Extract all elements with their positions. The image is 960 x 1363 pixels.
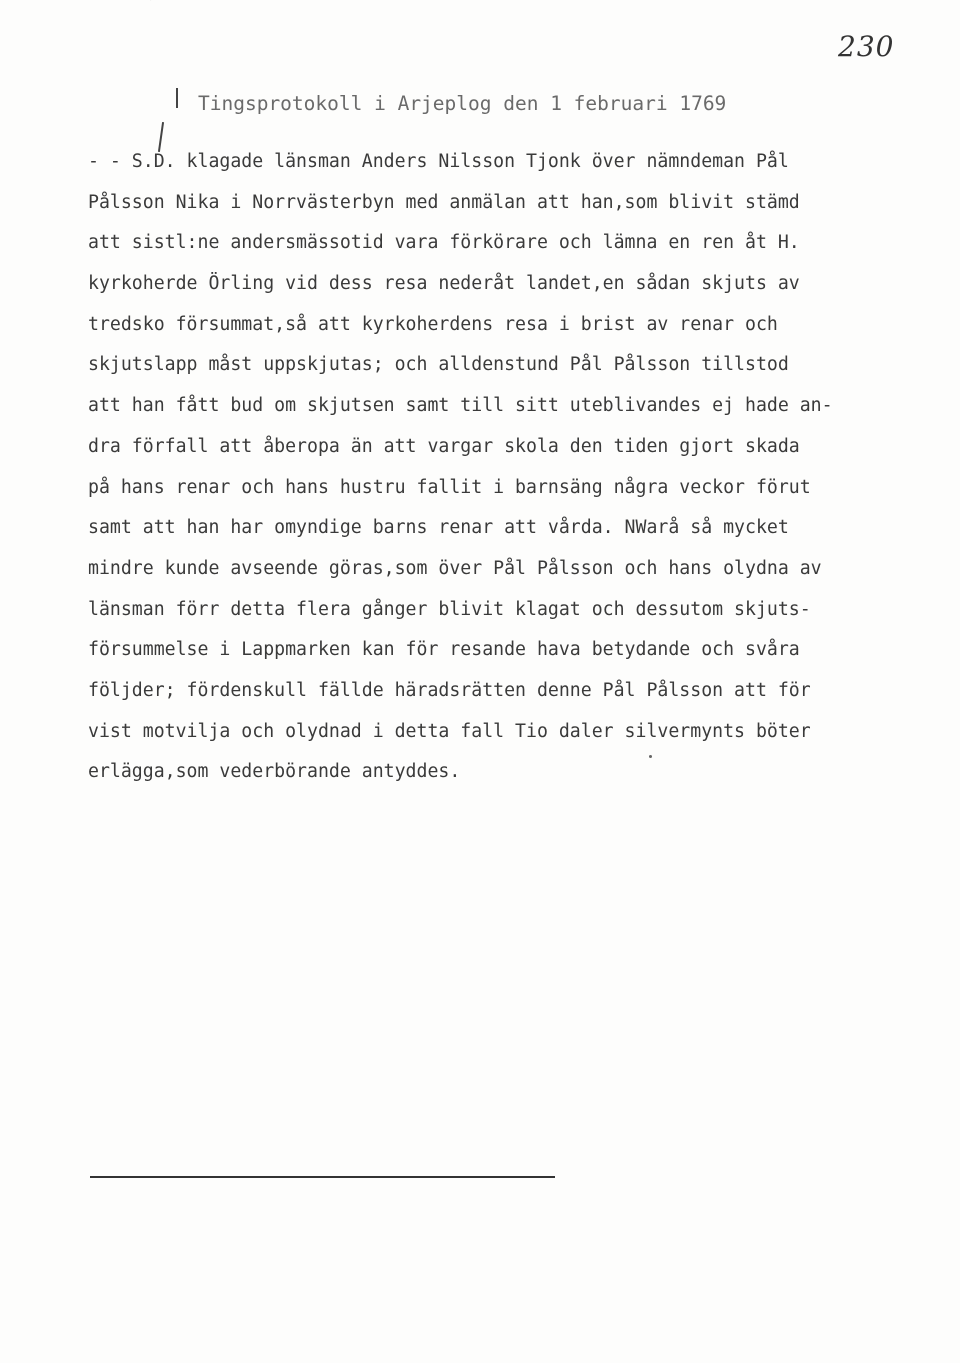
text-line: att sistl:ne andersmässotid vara förkörare och lämna en ren åt H.: [88, 232, 800, 254]
scan-artifact-line: [150, 0, 202, 1]
body-text: [88, 142, 888, 793]
text-line: följder; fördenskull fällde häradsrätten denne Pål Pålsson att för: [88, 679, 811, 701]
text-line: försummelse i Lappmarken kan för resande hava betydande och svåra: [88, 639, 800, 661]
ink-speck: [649, 755, 652, 758]
text-line: Pålsson Nika i Norrvästerbyn med anmälan att han,som blivit stämd: [88, 191, 800, 213]
text-line: erlägga,som vederbörande antyddes.: [88, 761, 461, 783]
text-line: - - S.D. klagade länsman Anders Nilsson Tjonk över nämndeman Pål: [88, 151, 789, 172]
document-heading: Tingsprotokoll i Arjeplog den 1 februari 1769: [198, 92, 727, 115]
text-line: på hans renar och hans hustru fallit i barnsäng några veckor förut: [88, 476, 811, 498]
text-line: länsman förr detta flera gånger blivit klagat och dessutom skjuts-: [88, 598, 811, 620]
page-number: 230: [838, 30, 895, 63]
text-line: skjutslapp måst uppskjutas; och alldenstund Pål Pålsson tillstod: [88, 354, 789, 376]
text-line: mindre kunde avseende göras,som över Pål Pålsson och hans olydna av: [88, 557, 822, 579]
text-line: tredsko försummat,så att kyrkoherdens resa i brist av renar och: [88, 313, 778, 335]
footnote-rule: [90, 1176, 555, 1178]
text-line: att han fått bud om skjutsen samt till sitt uteblivandes ej hade an-: [88, 395, 833, 417]
text-line: dra förfall att åberopa än att vargar skola den tiden gjort skada: [88, 435, 800, 457]
text-line: samt att han har omyndige barns renar att vårda. NWarå så mycket: [88, 517, 789, 539]
text-line: kyrkoherde Örling vid dess resa nederåt landet,en sådan skjuts av: [88, 273, 800, 295]
text-line: vist motvilja och olydnad i detta fall Tio daler silvermynts böter: [88, 720, 811, 742]
margin-mark-upper: [176, 88, 178, 108]
